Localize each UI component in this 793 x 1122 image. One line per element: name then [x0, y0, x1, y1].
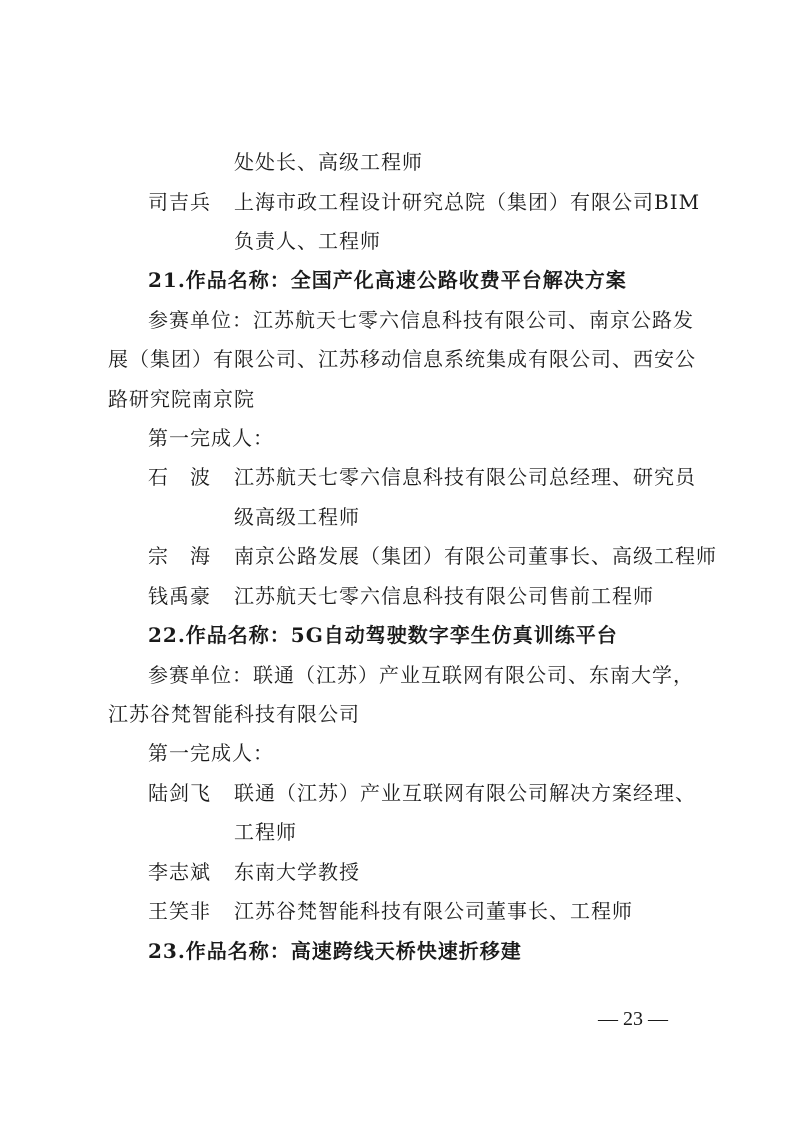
completers-label: 第一完成人：	[148, 741, 274, 765]
participating-units: 参赛单位：联通（江苏）产业互联网有限公司、东南大学，	[148, 663, 694, 687]
participating-units-cont: 江苏谷梵智能科技有限公司	[108, 702, 360, 726]
person-name: 陆剑飞	[148, 781, 211, 805]
person-description-cont: 工程师	[234, 820, 297, 844]
continuation-line: 处处长、高级工程师	[234, 150, 423, 174]
person-description: 上海市政工程设计研究总院（集团）有限公司BIM	[234, 190, 701, 214]
person-name: 宗 海	[148, 544, 211, 568]
person-description-cont: 级高级工程师	[234, 505, 360, 529]
person-description: 东南大学教授	[234, 860, 360, 884]
participating-units: 参赛单位：江苏航天七零六信息科技有限公司、南京公路发	[148, 308, 694, 332]
person-name: 司吉兵	[148, 190, 211, 214]
person-name: 李志斌	[148, 860, 211, 884]
participating-units-cont: 展（集团）有限公司、江苏移动信息系统集成有限公司、西安公	[108, 347, 696, 371]
completers-label: 第一完成人：	[148, 426, 274, 450]
person-description: 江苏航天七零六信息科技有限公司总经理、研究员	[234, 465, 696, 489]
person-description: 南京公路发展（集团）有限公司董事长、高级工程师	[234, 544, 717, 568]
person-description: 江苏航天七零六信息科技有限公司售前工程师	[234, 584, 654, 608]
person-name: 钱禹豪	[148, 584, 211, 608]
person-description: 江苏谷梵智能科技有限公司董事长、工程师	[234, 899, 633, 923]
participating-units-cont: 路研究院南京院	[108, 387, 255, 411]
person-name: 石 波	[148, 465, 211, 489]
person-description: 联通（江苏）产业互联网有限公司解决方案经理、	[234, 781, 696, 805]
entry-title: 22.作品名称：5G自动驾驶数字孪生仿真训练平台	[148, 623, 618, 647]
entry-title: 21.作品名称：全国产化高速公路收费平台解决方案	[148, 268, 627, 292]
page-number: — 23 —	[598, 1008, 668, 1030]
entry-title: 23.作品名称：高速跨线天桥快速折移建	[148, 939, 522, 963]
person-description-cont: 负责人、工程师	[234, 229, 381, 253]
person-name: 王笑非	[148, 899, 211, 923]
